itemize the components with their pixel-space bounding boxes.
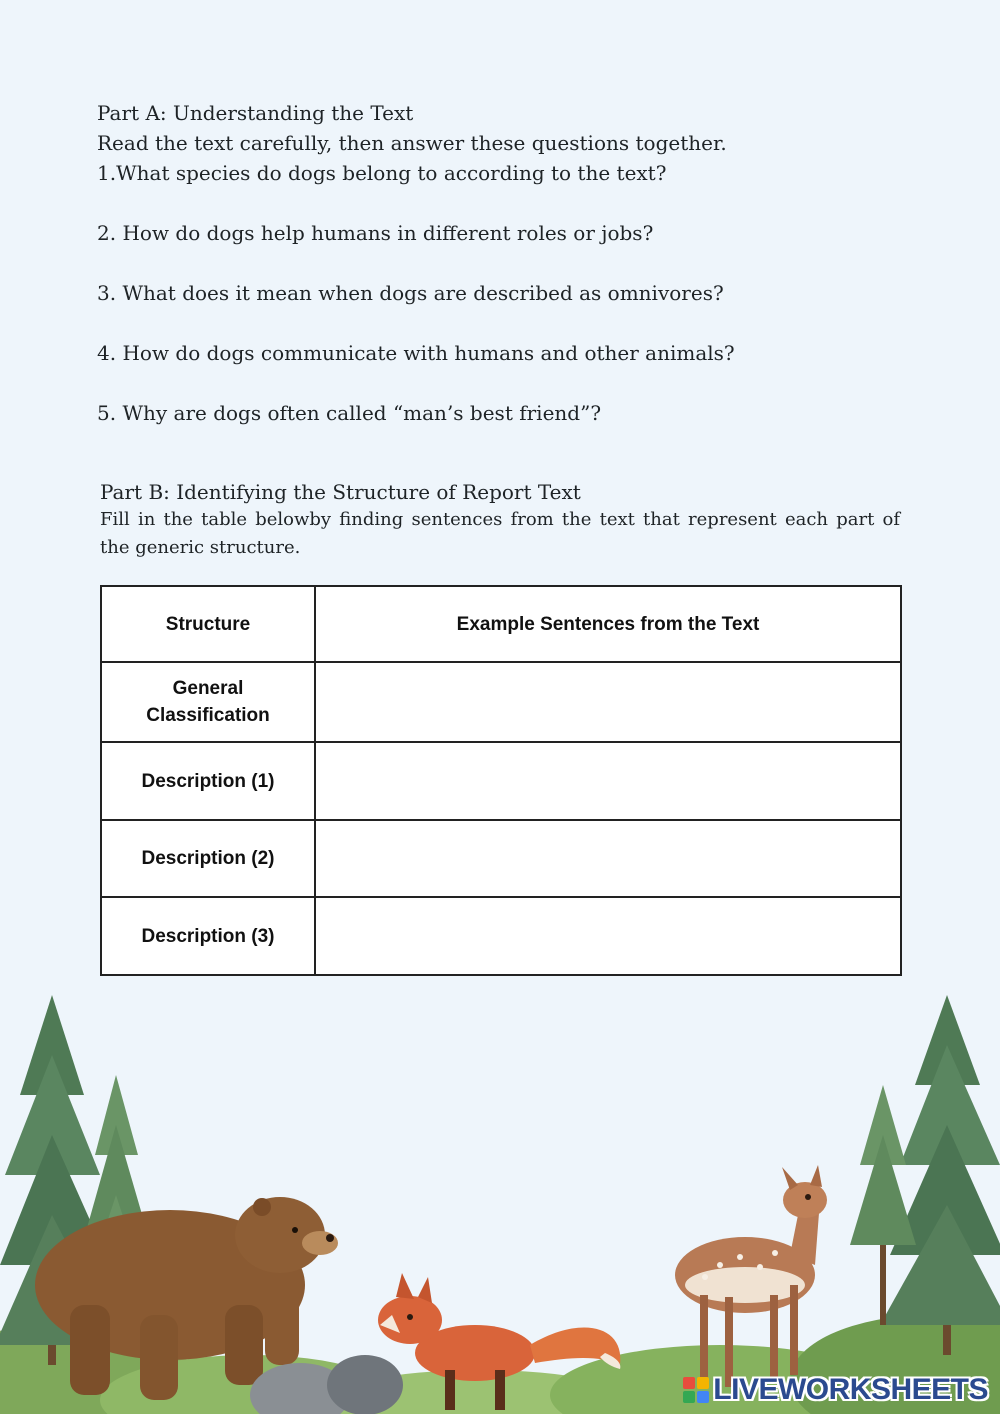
question-2: 2. How do dogs help humans in different roles or jobs? xyxy=(97,221,654,245)
logo-tile-e xyxy=(697,1391,709,1403)
row-label-description-1: Description (1) xyxy=(101,742,315,820)
table-row xyxy=(101,742,901,820)
answer-cell-description-2[interactable] xyxy=(315,820,901,897)
table-header-row xyxy=(101,586,901,662)
liveworksheets-logo xyxy=(683,1372,988,1408)
header-example-sentences: Example Sentences from the Text xyxy=(315,586,901,662)
answer-cell-general-classification[interactable] xyxy=(315,662,901,742)
answer-cell-description-3[interactable] xyxy=(315,897,901,975)
part-a-section xyxy=(97,98,917,428)
answer-space-1 xyxy=(97,188,917,218)
question-1: 1.What species do dogs belong to according to the text? xyxy=(97,161,667,185)
answer-space-4 xyxy=(97,368,917,398)
question-3: 3. What does it mean when dogs are described as omnivores? xyxy=(97,281,724,305)
row-label-description-3: Description (3) xyxy=(101,897,315,975)
structure-table xyxy=(100,585,902,976)
row-label-text: General Classification xyxy=(146,678,270,726)
answer-cell-description-1[interactable] xyxy=(315,742,901,820)
logo-tile-v xyxy=(683,1391,695,1403)
pine-tree-right xyxy=(880,995,1000,1355)
answer-space-3 xyxy=(97,308,917,338)
part-b-title: Part B: Identifying the Structure of Report Text xyxy=(100,480,581,504)
forest-animals-illustration xyxy=(0,985,1000,1414)
logo-text: LIVEWORKSHEETS xyxy=(713,1373,988,1406)
table-row xyxy=(101,897,901,975)
part-a-instruction: Read the text carefully, then answer these questions together. xyxy=(97,131,727,155)
logo-tile-l xyxy=(683,1377,695,1389)
logo-tiles xyxy=(683,1377,709,1403)
table-row xyxy=(101,662,901,742)
part-a-title: Part A: Understanding the Text xyxy=(97,101,414,125)
answer-space-2 xyxy=(97,248,917,278)
logo-tile-i xyxy=(697,1377,709,1389)
table-row xyxy=(101,820,901,897)
question-4: 4. How do dogs communicate with humans and other animals? xyxy=(97,341,735,365)
row-label-general-classification xyxy=(101,662,315,742)
part-b-section xyxy=(100,478,900,562)
part-b-instruction: Fill in the table belowby finding sentences from the text that represent each part of the generic structure. xyxy=(100,509,900,558)
header-structure: Structure xyxy=(101,586,315,662)
row-label-description-2: Description (2) xyxy=(101,820,315,897)
question-5: 5. Why are dogs often called “man’s best friend”? xyxy=(97,401,602,425)
